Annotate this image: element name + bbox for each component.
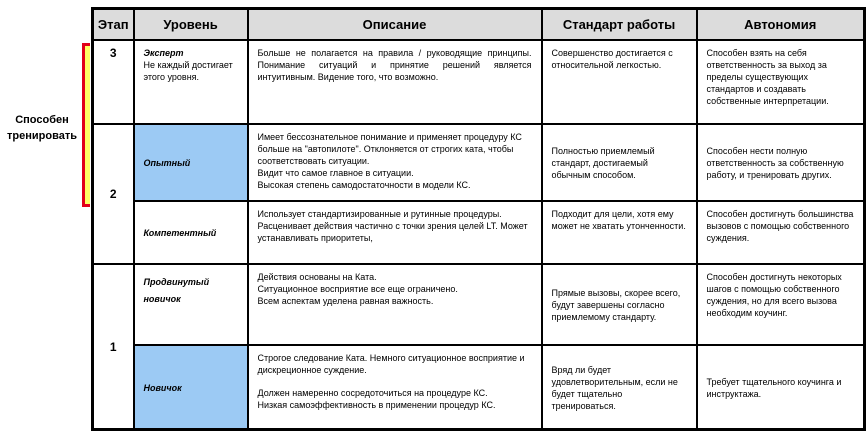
description-novice-2: Должен намеренно сосредоточиться на процедуре КС. xyxy=(257,388,488,399)
description-novice-cell xyxy=(248,345,542,429)
table-row-competent xyxy=(93,201,865,264)
table-row-expert xyxy=(93,40,865,124)
standard-advanced: Прямые вызовы, скорее всего, будут завершены согласно приемлемому стандарту. xyxy=(551,288,681,323)
standard-novice: Вряд ли будет удовлетворительным, если не будет тщательно тренироваться. xyxy=(551,364,678,411)
autonomy-advanced: Способен достигнуть некоторых шагов с помощью собственного суждения, но для всего вызова необходим коучинг. xyxy=(706,272,842,319)
trainer-bracket xyxy=(82,43,90,207)
description-novice-3: Низкая самоэффективность в применении процедур КС. xyxy=(257,400,496,411)
header-row xyxy=(93,9,865,41)
description-advanced-1: Действия основаны на Ката. xyxy=(257,272,377,283)
description-advanced-3: Всем аспектам уделена равная важность. xyxy=(257,296,434,307)
description-expert: Больше не полагается на правила / руководящие принципы. Понимание ситуаций и принятие решений является интуитивным. Видение того, что возможно. xyxy=(257,48,532,82)
standard-expert-cell xyxy=(542,40,697,124)
level-competent-cell xyxy=(134,201,248,264)
table-row-advanced-beginner xyxy=(93,264,865,345)
autonomy-novice: Требует тщательного коучинга и инструктажа. xyxy=(706,376,842,399)
description-advanced-2: Ситуационное восприятие все еще ограничено. xyxy=(257,284,458,295)
standard-competent-cell xyxy=(542,201,697,264)
level-experienced-cell xyxy=(134,124,248,201)
autonomy-advanced-cell xyxy=(697,264,865,345)
autonomy-experienced-cell xyxy=(697,124,865,201)
description-advanced-cell xyxy=(248,264,542,345)
header-level: Уровень xyxy=(134,9,248,41)
table-row-experienced xyxy=(93,124,865,201)
level-advanced-name: Продвинутый новичок xyxy=(143,277,210,305)
description-expert-cell xyxy=(248,40,542,124)
standard-competent: Подходит для цели, хотя ему может не хватать утонченности. xyxy=(551,209,686,232)
stage-2-cell: 2 xyxy=(93,124,134,264)
stage-1-cell: 1 xyxy=(93,264,134,429)
level-advanced-cell xyxy=(134,264,248,345)
standard-advanced-cell xyxy=(542,264,697,345)
level-expert-cell xyxy=(134,40,248,124)
autonomy-competent-cell xyxy=(697,201,865,264)
level-competent-name: Компетентный xyxy=(143,228,217,239)
level-expert-note: Не каждый достигает этого уровня. xyxy=(143,60,233,82)
description-novice-1: Строгое следование Ката. Немного ситуационное восприятие и дискреционное суждение. xyxy=(257,353,525,376)
description-experienced-2: Видит что самое главное в ситуации. xyxy=(257,168,414,179)
header-stage: Этап xyxy=(93,9,134,41)
description-competent-cell xyxy=(248,201,542,264)
description-experienced-1: Имеет бессознательное понимание и применяет процедуру КС больше на "автопилоте". Отклоняется от строгих ката, чтобы соответствовать ситуации. xyxy=(257,132,522,167)
autonomy-novice-cell xyxy=(697,345,865,429)
standard-experienced-cell xyxy=(542,124,697,201)
standard-novice-cell xyxy=(542,345,697,429)
level-novice-cell xyxy=(134,345,248,429)
description-novice-spacer xyxy=(258,376,532,387)
description-experienced-3: Высокая степень самодостаточности в модели КС. xyxy=(257,180,471,191)
table-row-novice xyxy=(93,345,865,429)
description-experienced-cell xyxy=(248,124,542,201)
competency-table xyxy=(91,7,866,431)
header-standard: Стандарт работы xyxy=(542,9,697,41)
trainer-side-label: Способен тренировать xyxy=(7,114,77,142)
autonomy-competent: Способен достигнуть большинства вызовов с помощью собственного суждения. xyxy=(706,209,854,244)
autonomy-expert: Способен взять на себя ответственность за выход за пределы существующих стандартов и создавать собственные интерпретации. xyxy=(706,48,829,106)
description-competent: Использует стандартизированные и рутинные процедуры. Расценивает действия частично с точки зрения целей LT. Может устанавливать приоритеты, xyxy=(257,209,528,244)
standard-expert: Совершенство достигается с относительной легкостью. xyxy=(551,48,673,70)
header-description: Описание xyxy=(248,9,542,41)
level-expert-name: Эксперт xyxy=(143,48,184,58)
standard-experienced: Полностью приемлемый стандарт, достигаемый обычным способом. xyxy=(551,146,655,181)
stage-3-cell: 3 xyxy=(93,40,134,124)
header-autonomy: Автономия xyxy=(697,9,865,41)
autonomy-experienced: Способен нести полную ответственность за собственную работу, и тренировать других. xyxy=(706,146,844,181)
autonomy-expert-cell xyxy=(697,40,865,124)
level-experienced-name: Опытный xyxy=(143,158,191,169)
level-novice-name: Новичок xyxy=(143,382,182,393)
